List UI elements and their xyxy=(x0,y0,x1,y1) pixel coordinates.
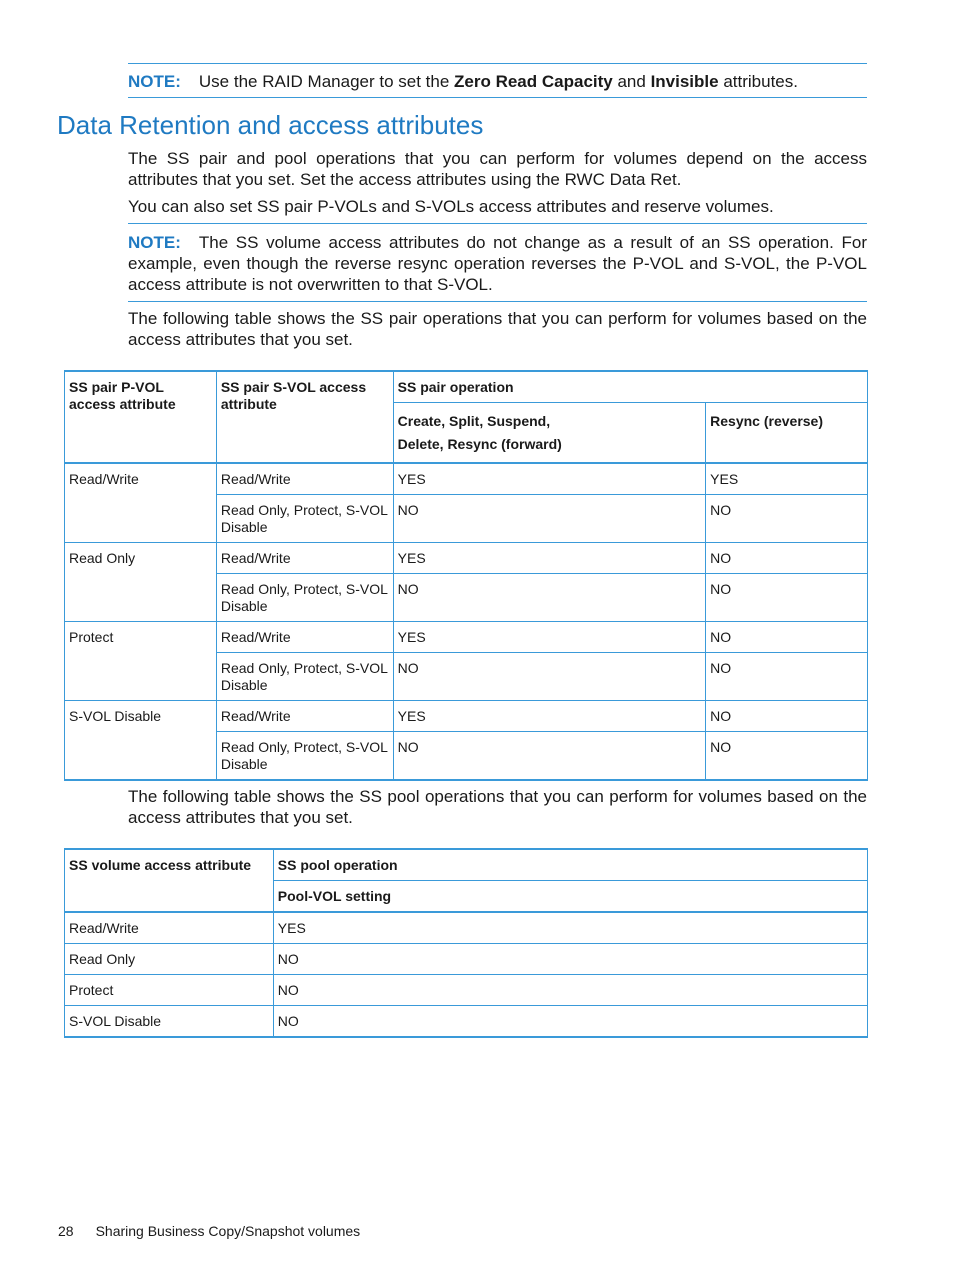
table-row xyxy=(65,622,868,653)
resync-cell: NO xyxy=(706,653,868,701)
page-number: 28 xyxy=(58,1223,74,1239)
note-zero-read-capacity xyxy=(128,63,867,98)
note-text: The SS volume access attributes do not change as a result of an SS operation. For example, even though the reverse resync operation reverses the P-VOL and S-VOL, the P-VOL access attribute is not overwritten to that S-VOL. xyxy=(128,233,867,294)
svol-cell: Read/Write xyxy=(216,463,393,495)
svol-cell: Read/Write xyxy=(216,701,393,732)
resync-cell: NO xyxy=(706,732,868,781)
note-text-before: Use the RAID Manager to set the xyxy=(198,72,455,91)
svol-cell: Read Only, Protect, S-VOL Disable xyxy=(216,574,393,622)
create-cell: NO xyxy=(393,495,706,543)
table-row xyxy=(65,463,868,495)
attribute-cell: Read Only xyxy=(65,944,274,975)
table-row xyxy=(65,944,868,975)
create-cell: NO xyxy=(393,732,706,781)
note-text-after: attributes. xyxy=(718,72,798,91)
paragraph-pair-table-intro: The following table shows the SS pair operations that you can perform for volumes based on the access attributes that you set. xyxy=(128,309,867,349)
paragraph-pool-table-intro: The following table shows the SS pool operations that you can perform for volumes based on the access attributes that you set. xyxy=(128,787,867,827)
header-create-line1: Create, Split, Suspend, xyxy=(397,413,551,429)
resync-cell: NO xyxy=(706,701,868,732)
footer-title: Sharing Business Copy/Snapshot volumes xyxy=(95,1223,361,1239)
pair-operations-table xyxy=(64,370,868,781)
create-cell: NO xyxy=(393,574,706,622)
section-title: Data Retention and access attributes xyxy=(57,110,484,140)
create-cell: YES xyxy=(393,701,706,732)
create-cell: YES xyxy=(393,543,706,574)
table-row xyxy=(65,1006,868,1038)
svol-cell: Read/Write xyxy=(216,622,393,653)
table-header-row xyxy=(65,849,868,881)
header-pvol-attribute: SS pair P-VOL access attribute xyxy=(65,371,217,463)
pvol-cell: Protect xyxy=(65,622,217,701)
resync-cell: NO xyxy=(706,543,868,574)
pvol-cell: S-VOL Disable xyxy=(65,701,217,781)
table-row xyxy=(65,543,868,574)
header-pool-vol-setting: Pool-VOL setting xyxy=(273,881,867,913)
header-create-line2: Delete, Resync (forward) xyxy=(397,436,562,452)
table-row xyxy=(65,975,868,1006)
svol-cell: Read Only, Protect, S-VOL Disable xyxy=(216,732,393,781)
create-cell: YES xyxy=(393,622,706,653)
note-label: NOTE: xyxy=(128,233,181,252)
setting-cell: NO xyxy=(273,1006,867,1038)
pvol-cell: Read/Write xyxy=(65,463,217,543)
resync-cell: YES xyxy=(706,463,868,495)
header-pool-operation: SS pool operation xyxy=(273,849,867,881)
resync-cell: NO xyxy=(706,622,868,653)
resync-cell: NO xyxy=(706,574,868,622)
setting-cell: NO xyxy=(273,944,867,975)
note-bold-invisible: Invisible xyxy=(650,72,719,91)
header-volume-attribute: SS volume access attribute xyxy=(65,849,274,912)
page-footer xyxy=(58,1222,360,1240)
create-cell: YES xyxy=(393,463,706,495)
setting-cell: NO xyxy=(273,975,867,1006)
paragraph-reserve: You can also set SS pair P-VOLs and S-VOLs access attributes and reserve volumes. xyxy=(128,197,774,216)
table-header-row xyxy=(65,371,868,403)
table-row xyxy=(65,912,868,944)
note-access-attributes xyxy=(128,223,867,302)
header-svol-attribute: SS pair S-VOL access attribute xyxy=(216,371,393,463)
resync-cell: NO xyxy=(706,495,868,543)
svol-cell: Read Only, Protect, S-VOL Disable xyxy=(216,495,393,543)
header-pair-operation: SS pair operation xyxy=(393,371,867,403)
table-row xyxy=(65,701,868,732)
attribute-cell: S-VOL Disable xyxy=(65,1006,274,1038)
create-cell: NO xyxy=(393,653,706,701)
svol-cell: Read Only, Protect, S-VOL Disable xyxy=(216,653,393,701)
attribute-cell: Read/Write xyxy=(65,912,274,944)
svol-cell: Read/Write xyxy=(216,543,393,574)
note-label: NOTE: xyxy=(128,72,181,91)
header-resync-reverse: Resync (reverse) xyxy=(706,403,868,464)
note-text-mid: and xyxy=(612,72,651,91)
header-create-split xyxy=(393,403,706,464)
attribute-cell: Protect xyxy=(65,975,274,1006)
note-bold-zero-read: Zero Read Capacity xyxy=(454,72,613,91)
setting-cell: YES xyxy=(273,912,867,944)
pvol-cell: Read Only xyxy=(65,543,217,622)
paragraph-intro: The SS pair and pool operations that you can perform for volumes depend on the access attributes that you set. Set the access attributes using the RWC Data Ret. xyxy=(128,149,867,189)
pool-operations-table xyxy=(64,848,868,1038)
